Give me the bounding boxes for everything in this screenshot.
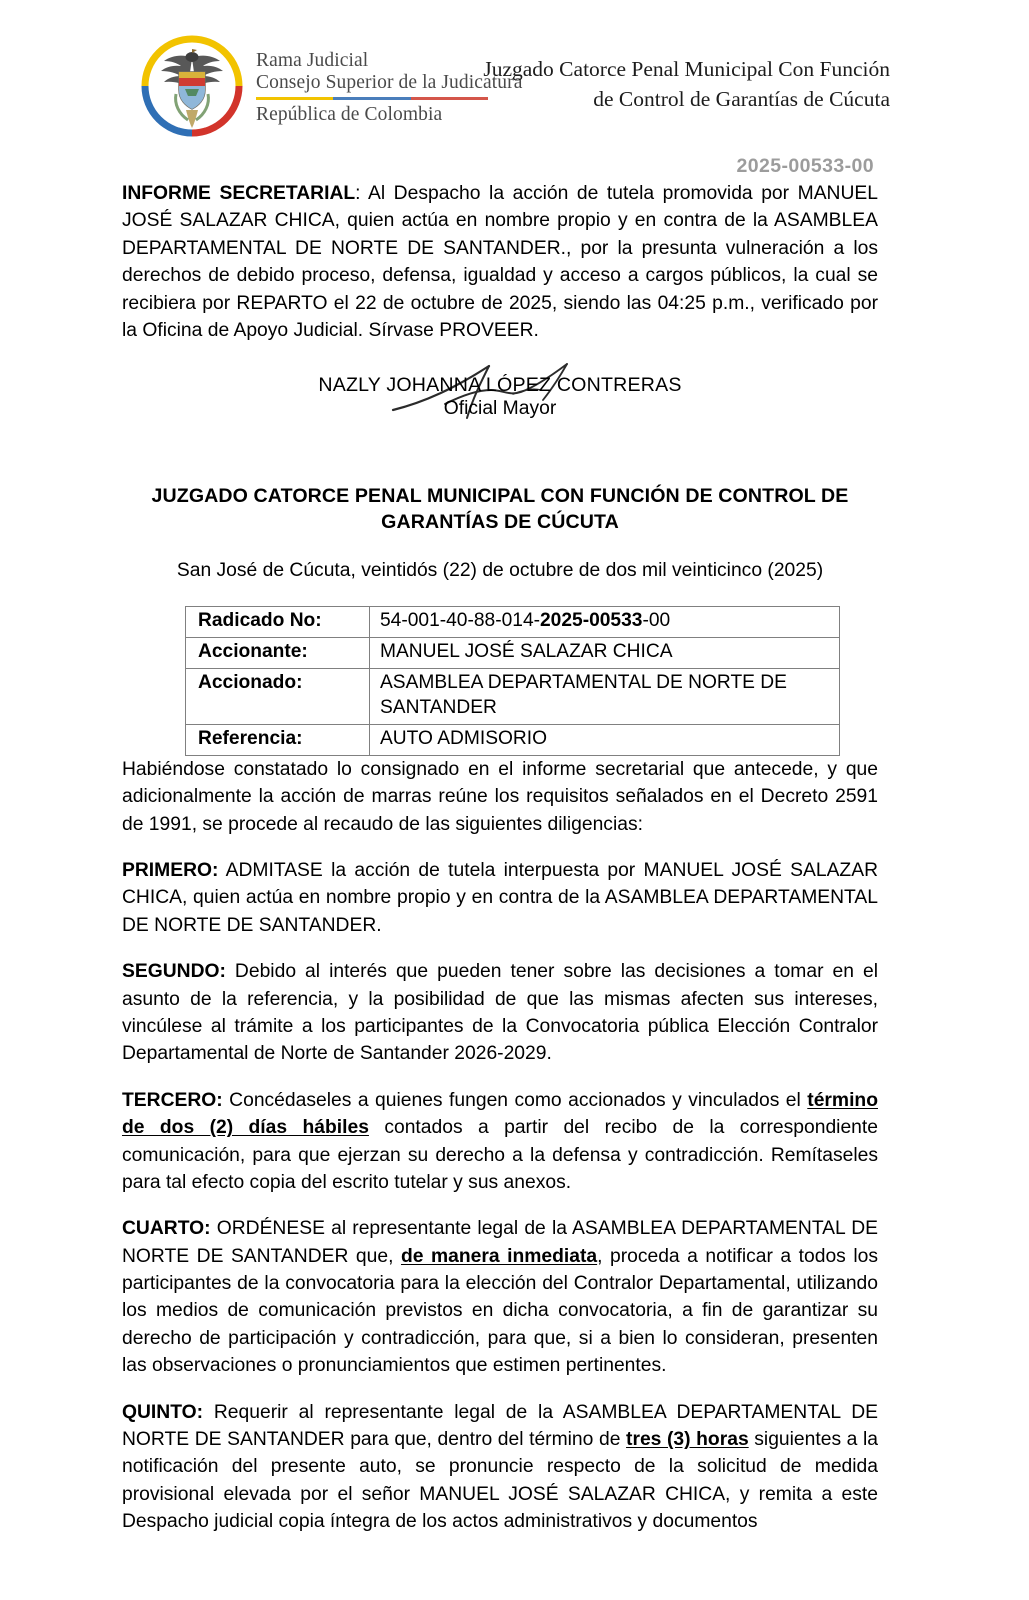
court-heading: JUZGADO CATORCE PENAL MUNICIPAL CON FUNCIÓN DE CONTROL DE GARANTÍAS DE CÚCUTA [151,485,849,534]
document-body [122,180,878,1555]
document-date-line: San José de Cúcuta, veintidós (22) de octubre de dos mil veinticinco (2025) [176,560,824,582]
court-title-line-2: de Control de Garantías de Cúcuta [593,86,890,111]
section-cuarto-text-after: , proceda a notificar a todos los participantes de la convocatoria para la elección del Contralor Departamental, utilizando los medios de comunicación previstos en dicha convocatoria, a fin de garantizar su derecho de participación y contradicción, para que, si a bien lo consideran, presenten las observaciones o pronunciamientos que estimen pertinentes. [122,1245,878,1377]
section-quinto-label: QUINTO: [122,1401,204,1423]
section-tercero-text-before: Concédaseles a quienes fungen como accionados y vinculados el [222,1089,808,1111]
table-value-radicado [370,607,840,638]
table-label-radicado: Radicado No: [186,607,370,638]
table-label-accionante: Accionante: [186,638,370,669]
rama-line-1: Rama Judicial [256,50,369,71]
radicado-prefix: 54-001-40-88-014- [380,610,541,632]
section-cuarto-text-before: ORDÉNESE al representante legal de la ASAMBLEA DEPARTAMENTAL DE NORTE DE SANTANDER que, [122,1218,878,1267]
section-tercero-text-after: contados a partir del recibo de la correspondiente comunicación, para que ejerzan su derecho a la defensa y contradicción. Remítaseles para tal efecto copia del escrito tutelar y sus anexos. [122,1117,878,1193]
radicado-suffix: -00 [642,610,671,632]
table-value-accionante: MANUEL JOSÉ SALAZAR CHICA [370,638,840,669]
section-quinto-underlined: tres (3) horas [626,1429,749,1451]
section-quinto-text-before: Requerir al representante legal de la ASAMBLEA DEPARTAMENTAL DE NORTE DE SANTANDER para que, dentro del término de [122,1401,878,1451]
signatory-role: Oficial Mayor [443,398,557,420]
section-tercero-underlined: término de dos (2) días hábiles [122,1089,878,1139]
table-label-accionado: Accionado: [186,668,370,724]
section-primero-text: ADMITASE la acción de tutela interpuesta por MANUEL JOSÉ SALAZAR CHICA, quien actúa en nombre propio y en contra de la ASAMBLEA DEPARTAMENTAL DE NORTE DE SANTANDER. [122,860,878,936]
section-cuarto [122,1215,878,1379]
case-info-table [185,606,840,756]
section-segundo-label: SEGUNDO: [122,961,226,983]
section-quinto [122,1399,878,1536]
colombia-judicial-crest-icon [140,34,244,138]
section-tercero-label: TERCERO: [122,1089,223,1111]
section-primero [122,857,878,939]
table-row [186,724,840,755]
rama-line-2: Consejo Superior de la Judicatura [256,71,523,93]
informe-secretarial-text: : Al Despacho la acción de tutela promovida por MANUEL JOSÉ SALAZAR CHICA, quien actúa en nombre propio y en contra de la ASAMBLEA DEPARTAMENTAL DE NORTE DE SANTANDER., por la presunta vulneración a los derechos de debido proceso, defensa, igualdad y acceso a cargos públicos, la cual se recibiera por REPARTO el 22 de octubre de 2025, siendo las 04:25 p.m., verificado por la Oficina de Apoyo Judicial. Sírvase PROVEER. [122,183,878,341]
case-number-watermark: 2025-00533-00 [736,155,874,177]
signature-block [122,374,878,466]
section-cuarto-underlined: de manera inmediata [400,1245,598,1267]
section-quinto-text-after: siguientes a la notificación del presente auto, se pronuncie respecto de la solicitud de medida provisional elevada por el señor MANUEL JOSÉ SALAZAR CHICA, y remita a este Despacho judicial copia íntegra de los actos administrativos y documentos [122,1429,879,1533]
informe-secretarial-label: INFORME SECRETARIAL [122,183,356,204]
table-label-referencia: Referencia: [186,724,370,755]
section-primero-label: PRIMERO: [122,860,219,881]
table-row [186,607,840,638]
tricolor-rule [256,97,488,100]
rule-blue [333,97,410,100]
signatory-name: NAZLY JOHANNA LÓPEZ CONTRERAS [318,374,682,397]
radicado-bold: 2025-00533 [540,610,643,632]
table-value-accionado: ASAMBLEA DEPARTAMENTAL DE NORTE DE SANTANDER [370,668,840,724]
table-value-referencia: AUTO ADMISORIO [370,724,840,755]
informe-secretarial-paragraph [122,180,878,344]
court-title-line-1: Juzgado Catorce Penal Municipal Con Función [483,57,890,81]
section-tercero [122,1087,878,1197]
table-row [186,638,840,669]
intro-paragraph: Habiéndose constatado lo consignado en el informe secretarial que antecede, y que adicionalmente la acción de marras reúne los requisitos señalados en el Decreto 2591 de 1991, se procede al recaudo de las siguientes diligencias: [122,758,878,835]
rule-yellow [256,97,333,100]
court-title [470,55,890,114]
crest-block [140,34,522,138]
rama-line-3: República de Colombia [256,103,443,125]
section-cuarto-label: CUARTO: [122,1218,211,1240]
section-segundo [122,958,878,1068]
section-segundo-text: Debido al interés que pueden tener sobre las decisiones a tomar en el asunto de la referencia, y la posibilidad de que las mismas afecten sus intereses, vincúlese al trámite a los participantes de la Convocatoria pública Elección Contralor Departamental de Norte de Santander 2026-2029. [122,961,878,1065]
table-row [186,668,840,724]
